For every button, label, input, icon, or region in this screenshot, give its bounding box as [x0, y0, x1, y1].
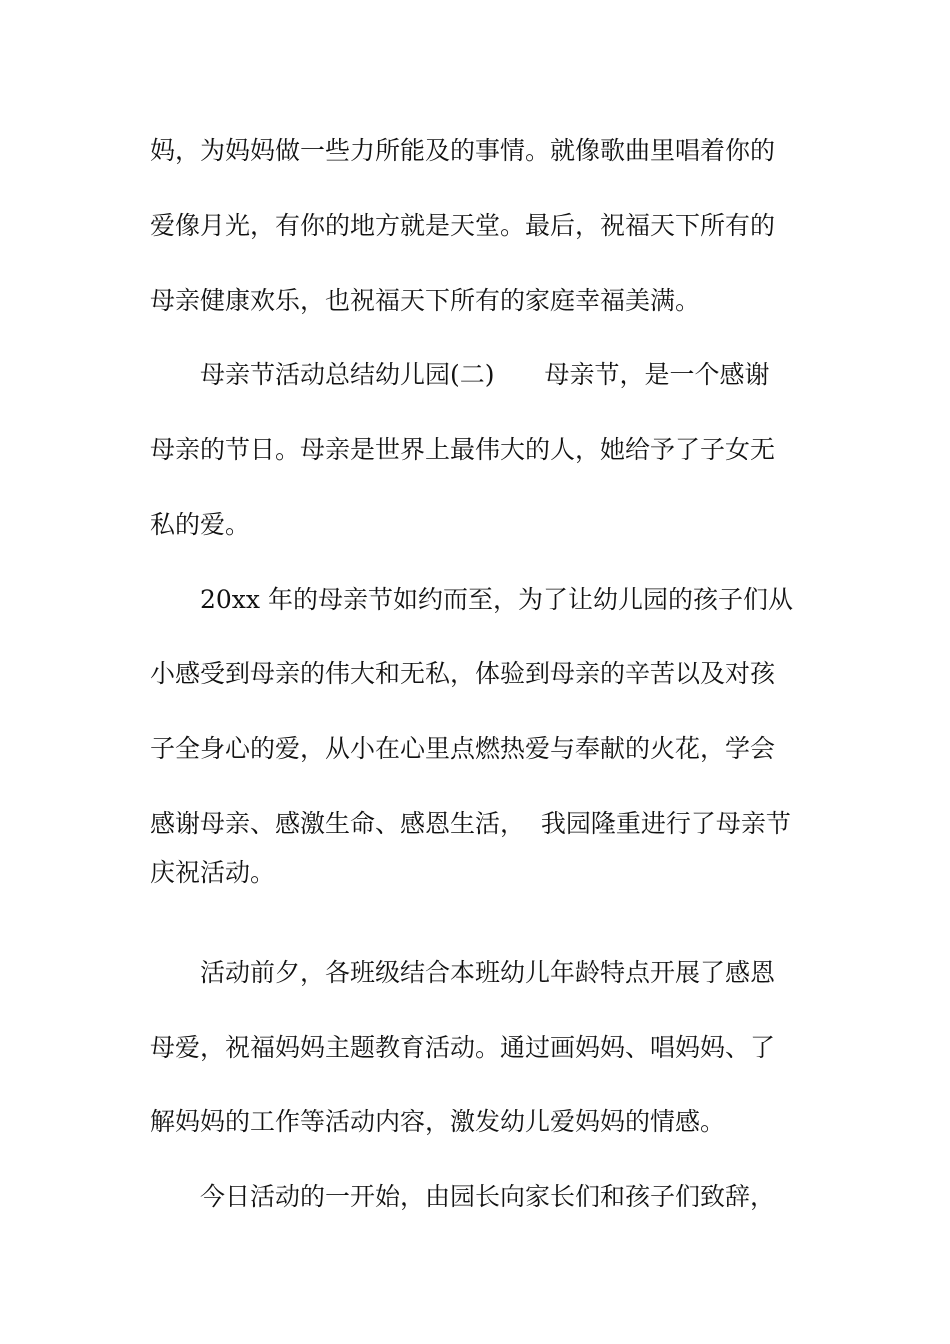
- text-line-10: 感谢母亲、感激生命、感恩生活， 我园隆重进行了母亲节: [150, 809, 791, 838]
- text-line-6: 私的爱。: [150, 510, 251, 539]
- text-line-5: 母亲的节日。母亲是世界上最伟大的人，她给予了子女无: [150, 435, 776, 464]
- text-line-1: 妈，为妈妈做一些力所能及的事情。就像歌曲里唱着你的: [150, 136, 776, 165]
- text-line-4: 母亲节活动总结幼儿园(二) 母亲节，是一个感谢: [200, 360, 770, 389]
- text-line-3: 母亲健康欢乐，也祝福天下所有的家庭幸福美满。: [150, 286, 701, 315]
- text-line-15: 今日活动的一开始，由园长向家长们和孩子们致辞，: [200, 1182, 776, 1211]
- text-line-14: 解妈妈的工作等活动内容，激发幼儿爱妈妈的情感。: [150, 1107, 726, 1136]
- text-line-7: 20xx 年的母亲节如约而至，为了让幼儿园的孩子们从: [200, 585, 793, 614]
- text-line-13: 母爱，祝福妈妈主题教育活动。通过画妈妈、唱妈妈、了: [150, 1033, 776, 1062]
- text-line-11: 庆祝活动。: [150, 858, 276, 887]
- text-line-2: 爱像月光，有你的地方就是天堂。最后，祝福天下所有的: [150, 211, 776, 240]
- text-line-8: 小感受到母亲的伟大和无私，体验到母亲的辛苦以及对孩: [150, 659, 776, 688]
- text-line-9: 子全身心的爱，从小在心里点燃热爱与奉献的火花，学会: [150, 734, 776, 763]
- text-line-12: 活动前夕，各班级结合本班幼儿年龄特点开展了感恩: [200, 958, 776, 987]
